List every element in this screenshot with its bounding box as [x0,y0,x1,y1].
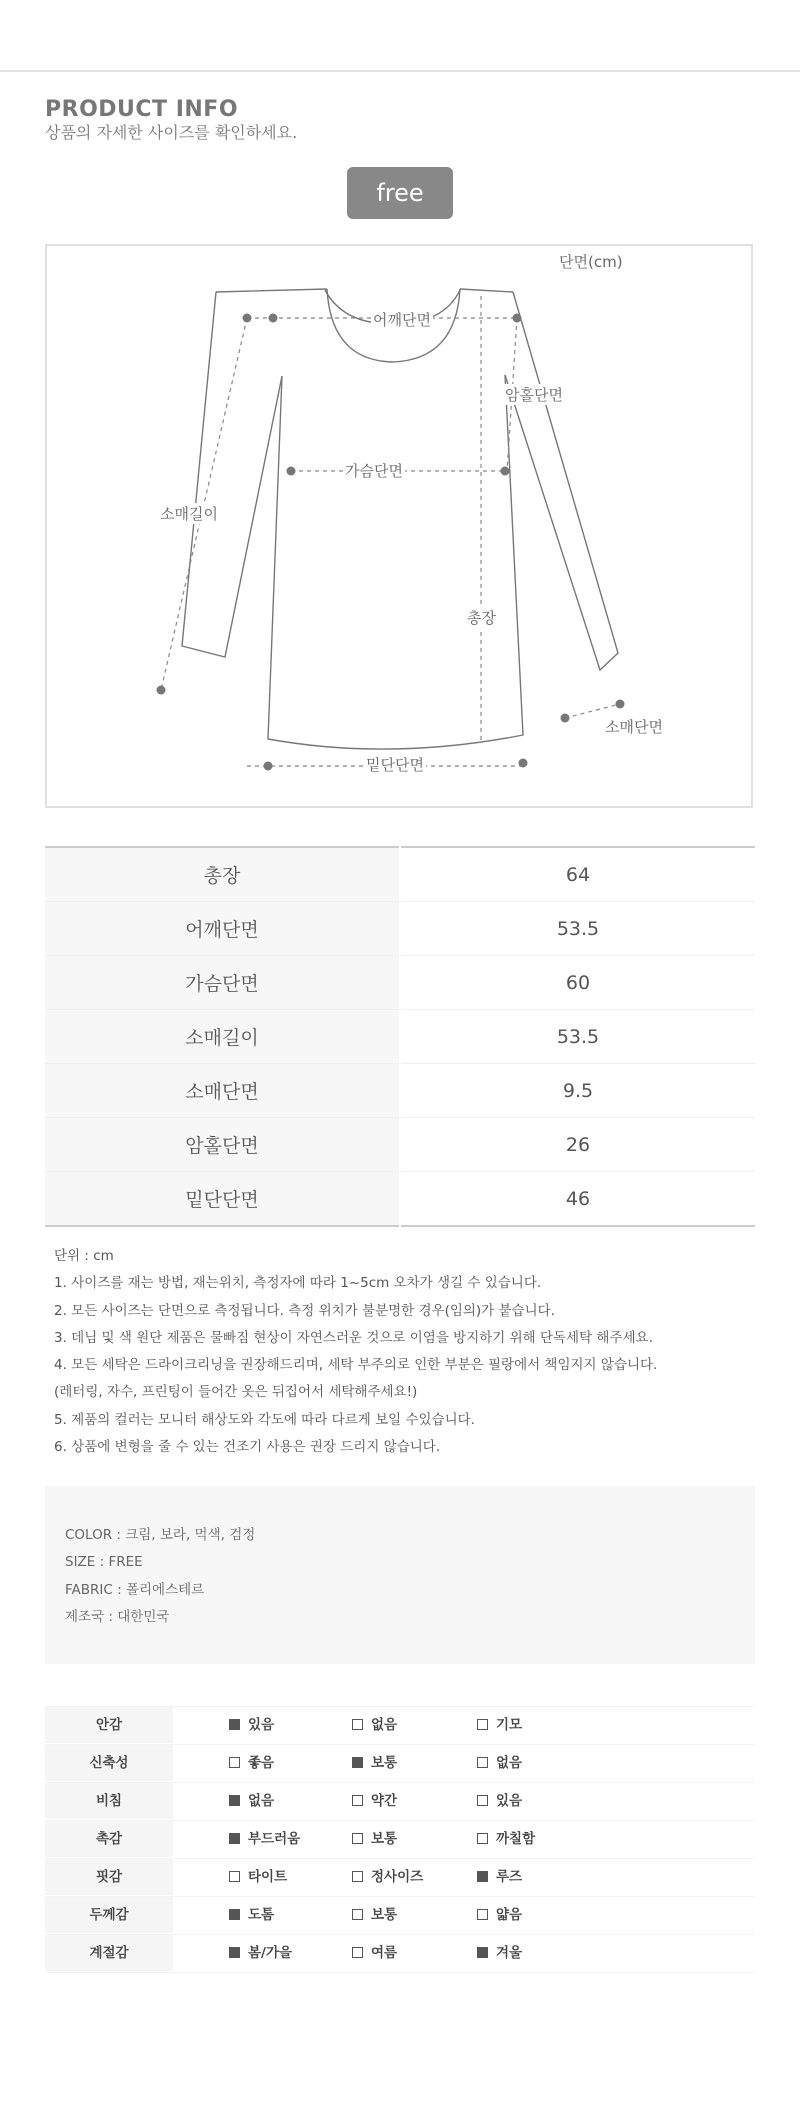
feel-option [229,1859,287,1895]
feel-label: 촉감 [45,1821,173,1857]
feel-option-label: 봄/가을 [248,1945,293,1961]
feel-option-label: 없음 [496,1755,523,1771]
size-row-label: 소매단면 [45,1064,400,1118]
size-row [45,956,755,1010]
note-line: (레터링, 자수, 프린팅이 들어간 옷은 뒤집어서 세탁해주세요!) [54,1384,418,1401]
feel-option [352,1859,423,1895]
note-line: 3. 데님 및 색 원단 제품은 물빠짐 현상이 자연스러운 것으로 이염을 방지하기 위해 단독세탁 해주세요. [54,1329,653,1346]
feel-option-label: 루즈 [496,1869,523,1885]
feel-option-label: 도톰 [248,1907,275,1923]
unchecked-box-icon [229,1757,240,1768]
shoulder-label: 어깨단면 [373,311,431,329]
feel-row [45,1706,755,1745]
size-row-label: 총장 [45,847,400,902]
feel-label: 두께감 [45,1897,173,1933]
checked-box-icon [229,1833,240,1844]
hem-label: 밑단단면 [366,756,424,774]
checked-box-icon [229,1947,240,1958]
feel-option-label: 없음 [371,1717,398,1733]
size-row-value: 60 [400,956,755,1010]
size-row-value: 53.5 [400,1010,755,1064]
spec-line: FABRIC : 폴리에스테르 [65,1581,205,1598]
feel-row [45,1897,755,1935]
feel-label: 계절감 [45,1935,173,1971]
size-row-value: 46 [400,1172,755,1227]
notes [54,1243,657,1461]
size-row [45,1064,755,1118]
note-line: 5. 제품의 컬러는 모니터 해상도와 각도에 따라 다르게 보일 수있습니다. [54,1411,475,1428]
unchecked-box-icon [477,1719,488,1730]
unchecked-box-icon [352,1833,363,1844]
feel-row [45,1783,755,1821]
feel-option-label: 있음 [248,1717,275,1733]
unchecked-box-icon [477,1909,488,1920]
checked-box-icon [229,1719,240,1730]
unchecked-box-icon [352,1795,363,1806]
feel-option [352,1821,397,1857]
armhole-label: 암홀단면 [505,386,563,404]
feel-option [477,1859,522,1895]
feel-label: 핏감 [45,1859,173,1895]
sleeve-length-label: 소매길이 [160,505,218,523]
unchecked-box-icon [477,1795,488,1806]
feel-option-label: 기모 [496,1717,523,1733]
size-row [45,1118,755,1172]
size-row [45,847,755,902]
feel-option [477,1821,535,1857]
unchecked-box-icon [477,1757,488,1768]
feel-option [352,1707,397,1743]
checked-box-icon [229,1909,240,1920]
feel-option [477,1897,522,1933]
spec-lines [65,1522,255,1631]
feel-label: 안감 [45,1707,173,1743]
feel-option [229,1821,300,1857]
note-line: 6. 상품에 변형을 줄 수 있는 건조기 사용은 권장 드리지 않습니다. [54,1439,441,1456]
sleeve-width-label: 소매단면 [605,718,663,736]
feel-row [45,1935,755,1973]
unchecked-box-icon [352,1909,363,1920]
size-diagram [45,244,753,808]
page-subtitle: 상품의 자세한 사이즈를 확인하세요. [45,123,298,142]
note-line: 4. 모든 세탁은 드라이크리닝을 권장해드리며, 세탁 부주의로 인한 부분은 필랑에서 책임지지 않습니다. [54,1357,658,1374]
size-row [45,1010,755,1064]
note-line: 2. 모든 사이즈는 단면으로 측정됩니다. 측정 위치가 불분명한 경우(임의)가 붙습니다. [54,1302,555,1319]
feel-row [45,1859,755,1897]
feel-option-label: 여름 [371,1945,398,1961]
spec-line: SIZE : FREE [65,1554,143,1571]
unchecked-box-icon [477,1833,488,1844]
feel-option-label: 없음 [248,1793,275,1809]
feel-option-label: 있음 [496,1793,523,1809]
checked-box-icon [477,1947,488,1958]
size-row-label: 가슴단면 [45,956,400,1010]
feel-option-label: 보통 [371,1907,398,1923]
feel-option [477,1783,522,1819]
unchecked-box-icon [352,1871,363,1882]
feel-label: 신축성 [45,1745,173,1781]
spec-line: COLOR : 크림, 보라, 먹색, 검정 [65,1527,256,1543]
size-table [45,846,755,1227]
feel-option-label: 얇음 [496,1907,523,1923]
feel-row [45,1745,755,1783]
feel-option [229,1783,274,1819]
checked-box-icon [477,1871,488,1882]
size-badge: free [347,167,453,219]
feel-option-label: 부드러움 [248,1831,301,1847]
feel-option-label: 보통 [371,1831,398,1847]
feel-option [352,1783,397,1819]
size-row-label: 밑단단면 [45,1172,400,1227]
size-row [45,902,755,956]
size-row-label: 암홀단면 [45,1118,400,1172]
feel-option [477,1745,522,1781]
spec-box [45,1486,755,1664]
feel-option [229,1707,274,1743]
size-row-label: 어깨단면 [45,902,400,956]
feel-option-label: 정사이즈 [371,1869,424,1885]
size-row-label: 소매길이 [45,1010,400,1064]
feel-label: 비침 [45,1783,173,1819]
unit-label: 단면(cm) [559,253,623,271]
feel-option-label: 좋음 [248,1755,275,1771]
size-row-value: 26 [400,1118,755,1172]
unchecked-box-icon [352,1719,363,1730]
feel-option [229,1897,274,1933]
unchecked-box-icon [352,1947,363,1958]
feel-row [45,1821,755,1859]
size-row [45,1172,755,1227]
feel-option [352,1745,397,1781]
feel-option-label: 타이트 [248,1869,288,1885]
fabric-feel-table [45,1706,755,1973]
top-divider [0,70,800,72]
total-length-label: 총장 [467,609,496,627]
feel-option [477,1935,522,1971]
size-row-value: 9.5 [400,1064,755,1118]
feel-option-label: 까칠함 [496,1831,536,1847]
feel-option [229,1935,292,1971]
feel-option [352,1897,397,1933]
unchecked-box-icon [229,1871,240,1882]
feel-option-label: 보통 [371,1755,398,1771]
size-row-value: 53.5 [400,902,755,956]
feel-option-label: 약간 [371,1793,398,1809]
feel-option [477,1707,522,1743]
feel-option [229,1745,274,1781]
feel-option [352,1935,397,1971]
checked-box-icon [229,1795,240,1806]
note-line: 단위 : cm [54,1248,114,1264]
checked-box-icon [352,1757,363,1768]
note-line: 1. 사이즈를 재는 방법, 재는위치, 측정자에 따라 1~5cm 오차가 생길 수 있습니다. [54,1275,542,1292]
size-row-value: 64 [400,847,755,902]
page-title: PRODUCT INFO [45,97,239,122]
feel-option-label: 겨울 [496,1945,523,1961]
spec-line: 제조국 : 대한민국 [65,1608,170,1625]
chest-label: 가슴단면 [345,462,403,480]
